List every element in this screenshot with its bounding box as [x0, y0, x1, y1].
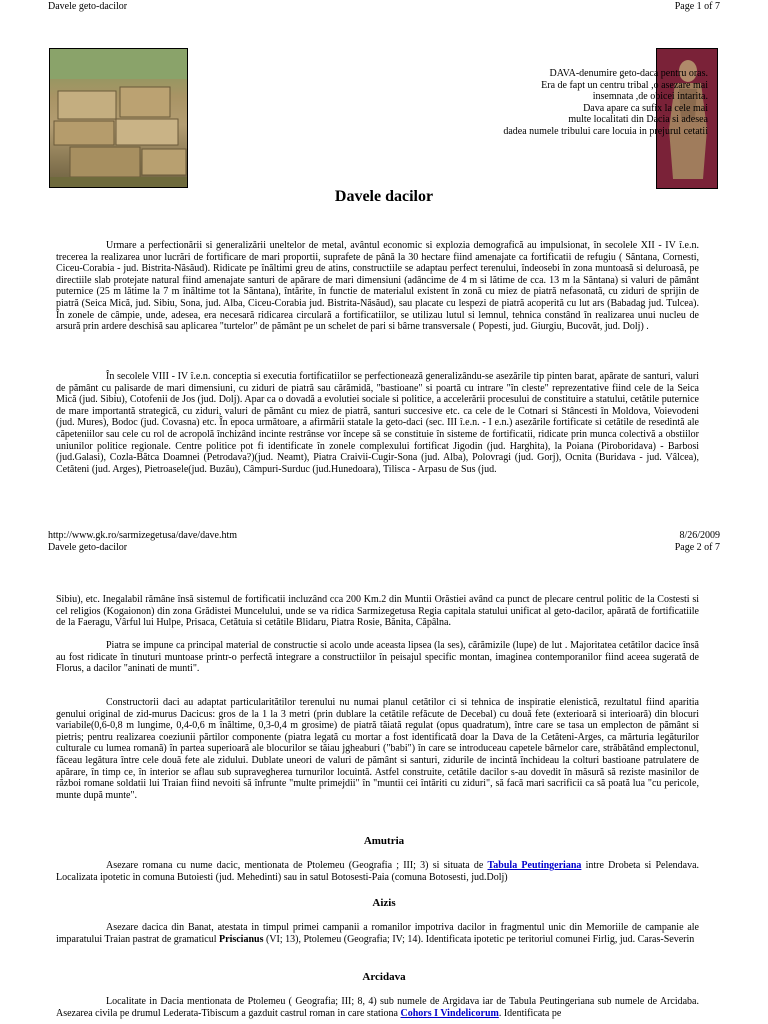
paragraph-amutria: Asezare romana cu nume dacic, mentionata de Ptolemeu (Geografia ; III; 3) si situata de Tabula Peutingeriana intre Drobeta si Pelendava. Localizata ipotetic in comuna Butoiesti (jud. Mehedinti) sau in satul Botosesti-Paia (comuna Botosesti, jud.Dolj) — [56, 860, 700, 883]
dacian-ruins-photo — [49, 48, 188, 188]
paragraph-orastie-system: Sibiu), etc. Inegalabil rămâne însă sistemul de fortificatii incluzând cca 200 Km.2 din Muntii Orăstiei având ca punct de plecare centrul politic de la Costesti si cel religios (Kogaionon) din zona Grădistei Muncelului, unde se va ridica Sarmizegetusa Regia capitala statului unificat al geto-dacilor, apărată de fortificatiile de la Faeragu, Vârful lui Hulpe, Prisaca, Cetătuia si cetătile Blidaru, Piatra Rosie, Bănita, Căpâlna. — [56, 594, 699, 629]
paragraph-stone-material: Piatra se impune ca principal material de constructie si acolo unde aceasta lipsea (la ses), cărămizile (lupe) de lut . Majoritatea cetătilor dacice însă au fost ridicate în tinuturi muntoase printr-o perfectă integrare a constructiilor în peisajul specific montan, imaginea contemporanilor fiind aceea sugerată de Florus, a dacilor "aninati de munti". — [56, 640, 699, 675]
paragraph-fortifications-later: În secolele VIII - IV î.e.n. conceptia si executia fortificatiilor se perfectionează generalizându-se asezările tip pinten barat, apărate de santuri, valuri de pământ cu palisarde de mari dimensiuni, cu ziduri de piatră sau cărămidă, "bastioane" si poartă cu intrare "în cleste" reprezentative fiind cele de la Seica Mică (jud. Sibiu), Cotofenii de Jos (jud. Dolj). Apar ca o dovadă a evolutiei sociale si politice, a accelerării procesului de constituire a statului, cetătile puternice de mare importantă strategică, cu ziduri, valuri de pământ cu miez de piatră, santuri succesive etc. ca cele de le Cotnari si Stâncesti în Moldova, Voievodeni (jud. Mures), Bodoc (jud. Covasna) etc. În epoca următoare, a afirmării statale la geto-daci (sec. III î.e.n. - I e.n.) asezările fortificate si cetătile de resedintă ale căpeteniilor sau cele cu rol de acropolă închizând incinte restrânse vor începe să se constituie în sisteme de fortificatii, ridicate prin munca colectivă a obstiilor uniunilor politice regionale. Centre politice pot fi identificate în zonele complexului fortificat Jigodin (jud. Harghita), la Poiana (Piroboridava) - Barbosi (jud.Galasi), Cozla-Bătca Doamnei (Petrodava?)(jud. Neamt), Piatra Craivii-Cugir-Sona (jud. Alba), Polovragi (jud. Gorj), Ocnita (Buridava - jud. Vâlcea), Cetăteni (jud. Arges), Pietroasele(jud. Buzău), Câmpuri-Surduc (jud.Hunedoara), Tilisca - Arpasu de Sus (jud. — [56, 371, 699, 475]
cohors-vindelicorum-link[interactable]: Cohors I Vindelicorum — [400, 1007, 499, 1019]
page-number: Page 1 of 7 — [674, 1, 720, 12]
paragraph-fortifications-early: Urmare a perfectionării si generalizării uneltelor de metal, avântul economic si explozia demografică au impulsionat, în secolele XII - IV î.e.n. trecerea la realizarea unor lucrări de fortificare de mari proportii, suprafete de până la 30 hectare fiind amenajate ca fortificatii de refugiu ( Săntana, Cornesti, Ciceu-Corabia - jud. Bistrita-Năsăud). Ridicate pe înăltimi greu de atins, constructiile se adaptau perfect terenului, îndeosebi în zona muntoasă si deluroasă, pe directiile slab protejate natural fiind amenajate santuri de apărare de mari dimensiuni (adâncime de 4 m si lătime de cca. 13 m la Săntana) si valuri de pământ puternice (25 m lătime la 7 m înăltime tot la Săntana), întărite, în functie de materialul existent în zonă cu miez de piatră nefasonată, cu ziduri de sprijin de piatră (Seica Mică, jud. Sibiu, Sona, jud. Alba, Ciceu-Corabia jud. Bistrita-Năsăud), sau placate cu lespezi de piatră acoperită cu lut ars (Babadag jud. Tulcea). În zonele de câmpie, unde, adesea, era necesară ridicarea circulară a fortificatiilor, se utilizau lutul si lemnul, tehnica constând în realizarea unui nucleu de arsură prin ardere deschisă sau aplicarea "turtelor" de pământ pe un schelet de pari si bârne transversale ( Popesti, jud. Giurgiu, Bucovăt, jud. Dolj) . — [56, 240, 699, 333]
section-heading-amutria: Amutria — [363, 835, 405, 847]
section-heading-arcidava: Arcidava — [362, 971, 406, 983]
paragraph-aizis: Asezare dacica din Banat, atestata in timpul primei campanii a romanilor impotriva dacilor in fragmentul unic din Memoriile de campanie ale imparatului Traian pastrat de gramaticul Priscianus (VI; 13), Ptolemeu (Geografia; IV; 14). Identificata ipotetic pe teritoriul comunei Firlig, jud. Caras-Severin — [56, 922, 699, 945]
page-header-title: Davele geto-dacilor — [48, 1, 128, 12]
page-title: Davele dacilor — [334, 188, 434, 205]
dava-definition: DAVA-denumire geto-daca pentru oras. Era de fapt un centru tribal ,o asezare mai insemnata ,de obicei intarita. Dava apare ca sufix la cele mai multe localitati din Dacia si adesea dadea numele tribului care locuia in prejurul cetatii — [503, 68, 708, 137]
paragraph-arcidava: Localitate in Dacia mentionata de Ptolemeu ( Geografia; III; 8, 4) sub numele de Argidava iar de Tabula Peutingeriana sub numele de Arcidaba. Asezarea civila pe drumul Lederata-Tibiscum a gazduit castrul roman in care stationa Cohors I Vindelicorum. Identificata pe — [56, 996, 699, 1019]
page-footer-date: 8/26/2009 — [679, 530, 720, 541]
page-header-title: Davele geto-dacilor — [48, 542, 128, 553]
paragraph-murus-dacicus: Constructorii daci au adaptat particularitătilor terenului nu numai planul cetătilor ci si tehnica de inspiratie elenistică, rezultatul fiind aparitia genului original de zid-murus Dacicus: gros de la 1 la 3 metri (prin dublare la cetătile refăcute de Decebal) cu două fete (exterioară si interioară) din blocuri variabile(0,6-0,8 m lungime, 0,4-0,6 m înăltime, 0,3-0,4 m grosime) de piatră tăiată regulat (opus quadratum), între care se tasa un emplecton de pământ si pietris; pentru realizarea coeziunii părtilor componente (piatra legată cu mortar a fost identificată doar la Dava de la Cetăteni-Arges, ca mărturia legăturilor culturale cu lumea romană) în partea superioară ale blocurilor se tăiau jgheaburi ("babi") în care se introduceau capetele bârnelor care, străbătând emplectonul, făceau legătura între cele două fete ale zidului. Dublate uneori de valuri de pământ si santuri, zidurile de incintă închideau la colturi bastioane patrulatere de apărare, în timp ce, în interior se aflau sub supravegherea turnurilor locuintă. Astfel construite, cetătile dacilor s-au dovedit în măsură să reziste masinilor de război romane soldatii lui Traian fiind nevoiti să înfrunte "multe primejdii" în "muntii cei întăriti cu ziduri", să facă mari sacrificii ca să poată lua "cu pericole, munte după munte". — [56, 697, 699, 801]
section-heading-aizis: Aizis — [372, 897, 396, 909]
tabula-peutingeriana-link[interactable]: Tabula Peutingeriana — [487, 860, 582, 871]
page-number: Page 2 of 7 — [674, 542, 720, 553]
page-footer-url: http://www.gk.ro/sarmizegetusa/dave/dave.htm — [48, 530, 238, 541]
